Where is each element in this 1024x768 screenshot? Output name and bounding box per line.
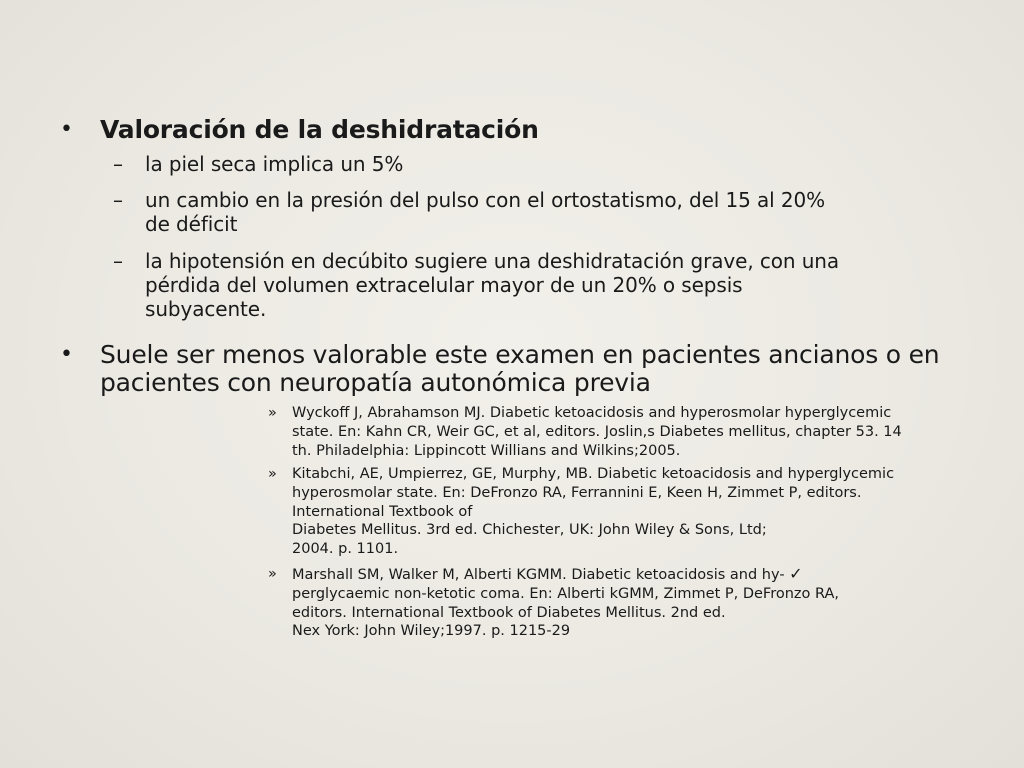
reference-1 <box>268 404 972 460</box>
sub-bullet-3 <box>113 249 945 321</box>
reference-2 <box>268 465 972 559</box>
reference-1-line-3: th. Philadelphia: Lippincott Willians and Wilkins;2005. <box>292 442 681 459</box>
reference-3 <box>268 564 972 641</box>
sub-bullet-3-line-3: subyacente. <box>145 297 267 321</box>
bullet-2-line-2: pacientes con neuropatía autonómica previa <box>100 368 651 397</box>
reference-2-line-1: Kitabchi, AE, Umpierrez, GE, Murphy, MB. Diabetic ketoacidosis and hyperglycemic <box>292 466 895 482</box>
bullet-marker: • <box>60 342 73 367</box>
reference-3-line-3: editors. International Textbook of Diabetes Mellitus. 2nd ed. <box>292 604 726 621</box>
reference-2-line-2: hyperosmolar state. En: DeFronzo RA, Ferrannini E, Keen H, Zimmet P, editors. <box>292 484 862 501</box>
sub-bullet-1-text: la piel seca implica un 5% <box>145 152 404 176</box>
checkmark-icon: ✓ <box>789 564 803 583</box>
reference-marker: » <box>268 405 277 421</box>
bullet-marker: • <box>60 117 73 142</box>
sub-bullet-2-line-2: de déficit <box>145 212 238 236</box>
dash-marker: – <box>113 152 123 176</box>
bullet-1-heading: Valoración de la deshidratación <box>100 115 539 144</box>
reference-1-line-1: Wyckoff J, Abrahamson MJ. Diabetic ketoacidosis and hyperosmolar hyperglycemic <box>292 405 892 421</box>
bullet-2 <box>60 340 980 397</box>
sub-bullet-3-line-1: la hipotensión en decúbito sugiere una deshidratación grave, con una <box>145 249 840 273</box>
reference-3-line-2: perglycaemic non-ketotic coma. En: Alberti kGMM, Zimmet P, DeFronzo RA, <box>292 585 840 602</box>
sub-bullet-2 <box>113 188 945 236</box>
sub-bullet-1 <box>113 152 945 176</box>
sub-bullet-2-line-1: un cambio en la presión del pulso con el ortostatismo, del 15 al 20% <box>145 188 826 212</box>
dash-marker: – <box>113 188 123 212</box>
reference-marker: » <box>268 466 277 482</box>
reference-3-line-4: Nex York: John Wiley;1997. p. 1215-29 <box>292 623 571 640</box>
reference-2-line-5: 2004. p. 1101. <box>292 541 399 558</box>
reference-1-line-2: state. En: Kahn CR, Weir GC, et al, editors. Joslin,s Diabetes mellitus, chapter 53. 14 <box>292 423 902 440</box>
dash-marker: – <box>113 249 123 273</box>
reference-marker: » <box>268 566 277 582</box>
reference-3-line-1-text: Marshall SM, Walker M, Alberti KGMM. Diabetic ketoacidosis and hy- <box>292 567 785 583</box>
bullet-2-line-1: Suele ser menos valorable este examen en pacientes ancianos o en <box>100 340 940 369</box>
reference-2-line-3: International Textbook of <box>292 503 473 520</box>
sub-bullet-3-line-2: pérdida del volumen extracelular mayor de un 20% o sepsis <box>145 273 743 297</box>
bullet-1 <box>60 115 980 144</box>
reference-2-line-4: Diabetes Mellitus. 3rd ed. Chichester, UK: John Wiley & Sons, Ltd; <box>292 522 767 539</box>
reference-3-line-1 <box>292 565 972 585</box>
